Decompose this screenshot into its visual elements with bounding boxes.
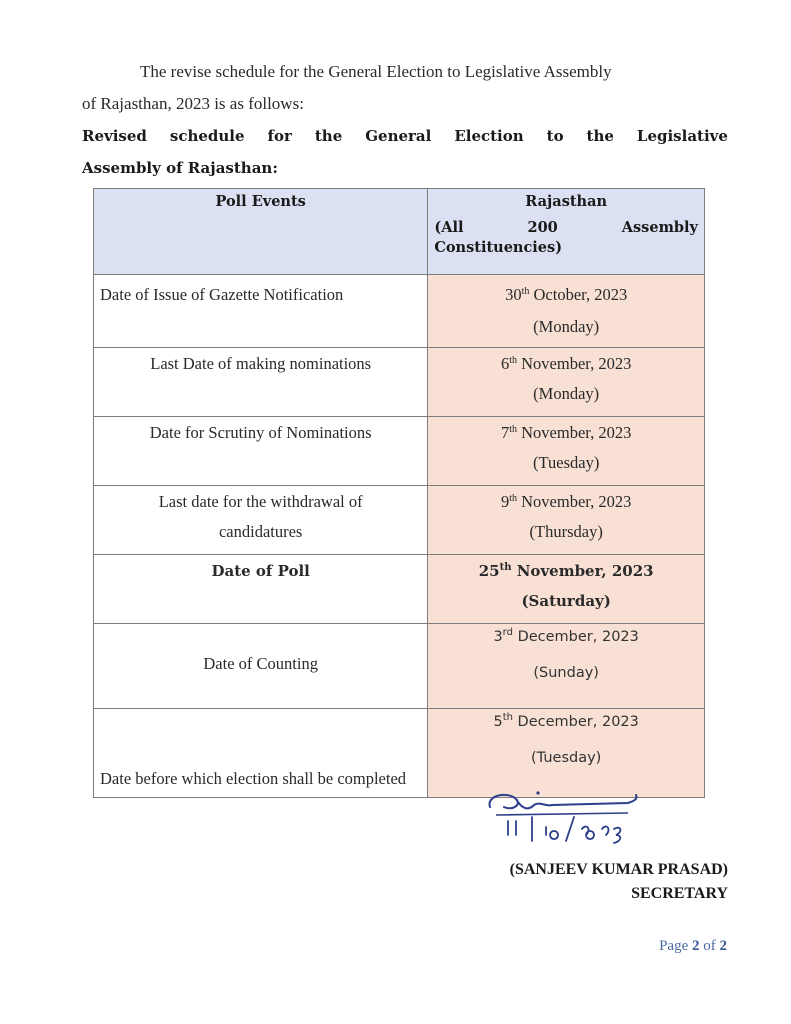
heading-line-2: Assembly of Rajasthan: (82, 159, 278, 177)
heading-word: Revised (82, 127, 147, 145)
schedule-table (93, 188, 705, 798)
event-cell (94, 486, 428, 555)
date-value: 6th November, 2023 (500, 354, 632, 373)
intro-line-2: of Rajasthan, 2023 is as follows: (82, 94, 304, 113)
date-cell (428, 417, 705, 486)
heading-word: schedule (169, 127, 245, 145)
date-value: 30th October, 2023 (505, 285, 628, 304)
date-value: 25th November, 2023 (478, 562, 654, 580)
weekday-value: (Monday) (533, 384, 600, 403)
heading-line-1 (82, 120, 728, 152)
schedule-heading (82, 120, 728, 184)
heading-word: General (365, 127, 432, 145)
signatory-name: (SANJEEV KUMAR PRASAD) (509, 861, 728, 878)
event-cell: Date of Poll (94, 555, 428, 624)
table-row-poll (94, 555, 705, 624)
header-rajasthan (428, 189, 705, 275)
header-sub-line-2: Constituencies) (434, 239, 563, 256)
date-cell (428, 624, 705, 709)
event-cell: Date before which election shall be completed (94, 709, 428, 798)
date-cell (428, 555, 705, 624)
date-cell (428, 486, 705, 555)
table-header-row (94, 189, 705, 275)
table-row (94, 624, 705, 709)
event-line: Last date for the withdrawal of (158, 492, 363, 511)
page-current: 2 (692, 938, 700, 954)
event-cell: Date for Scrutiny of Nominations (94, 417, 428, 486)
page-total: 2 (719, 938, 727, 954)
weekday-value: (Monday) (533, 317, 600, 336)
heading-word: to (546, 127, 564, 145)
header-rajasthan-title: Rajasthan (525, 193, 608, 210)
header-word: 200 (527, 219, 558, 236)
heading-word: for (267, 127, 292, 145)
date-value: 3rd December, 2023 (493, 627, 639, 645)
weekday-value: (Tuesday) (533, 453, 600, 472)
signatory-block (470, 858, 728, 906)
event-cell: Date of Issue of Gazette Notification (94, 275, 428, 348)
heading-word: the (586, 127, 614, 145)
header-poll-events: Poll Events (94, 189, 428, 275)
of-label: of (703, 938, 716, 954)
event-cell: Last Date of making nominations (94, 348, 428, 417)
date-value: 5th December, 2023 (493, 712, 639, 730)
date-cell (428, 348, 705, 417)
date-value: 7th November, 2023 (500, 423, 632, 442)
signatory-title: SECRETARY (631, 885, 728, 902)
handwritten-signature-icon (478, 785, 698, 850)
table-row (94, 348, 705, 417)
page-number (600, 938, 727, 955)
weekday-value: (Saturday) (521, 592, 611, 610)
heading-word: Election (454, 127, 524, 145)
heading-word: Legislative (636, 127, 728, 145)
header-word: Assembly (621, 219, 698, 236)
intro-line-1: The revise schedule for the General Election to Legislative Assembly (140, 62, 612, 81)
heading-word: the (314, 127, 343, 145)
table-row (94, 275, 705, 348)
table-row (94, 417, 705, 486)
weekday-value: (Sunday) (533, 665, 599, 681)
header-word: (All (434, 219, 464, 236)
date-cell (428, 275, 705, 348)
date-value: 9th November, 2023 (500, 492, 632, 511)
weekday-value: (Thursday) (529, 522, 603, 541)
weekday-value: (Tuesday) (531, 750, 602, 766)
table-row (94, 486, 705, 555)
event-line: candidatures (218, 522, 303, 541)
event-cell: Date of Counting (94, 624, 428, 709)
intro-paragraph (82, 56, 728, 120)
page-label: Page (659, 938, 689, 954)
header-sub-line-1 (434, 218, 698, 238)
